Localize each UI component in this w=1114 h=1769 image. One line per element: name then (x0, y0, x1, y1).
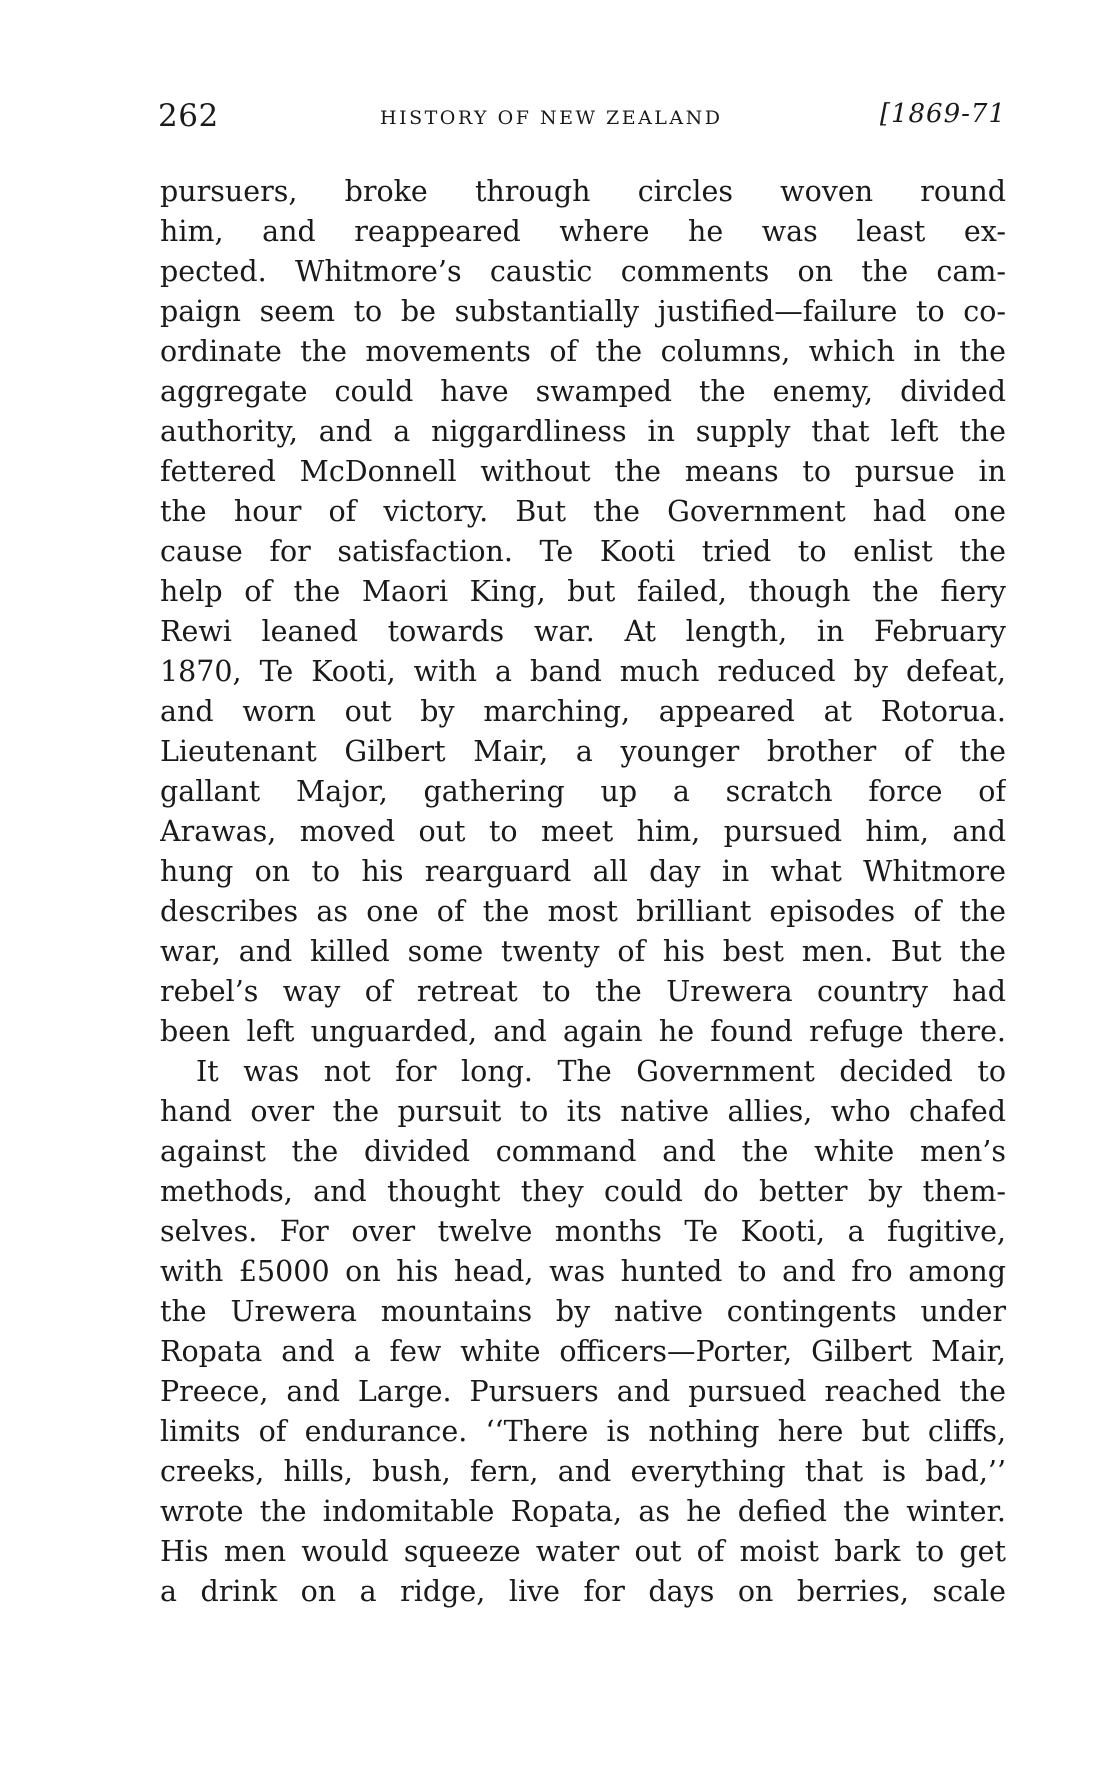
text-line: war, and killed some twenty of his best men. But the (160, 935, 1006, 968)
text-line: 1870, Te Kooti, with a band much reduced by defeat, (160, 655, 1006, 688)
text-line: hung on to his rearguard all day in what Whitmore (160, 855, 1006, 888)
text-line: and worn out by marching, appeared at Rotorua. (160, 695, 1006, 728)
paragraph-first-line: It was not for long. The Government decided to (196, 1055, 1006, 1088)
text-line: Arawas, moved out to meet him, pursued him, and (160, 815, 1006, 848)
text-line: His men would squeeze water out of moist bark to get (160, 1535, 1006, 1568)
text-line: paign seem to be substantially justified—failure to co- (160, 295, 1006, 328)
running-head (158, 98, 1006, 138)
text-line: pursuers, broke through circles woven round (160, 175, 1006, 208)
text-line: with £5000 on his head, was hunted to and fro among (160, 1255, 1006, 1288)
text-line: fettered McDonnell without the means to pursue in (160, 455, 1006, 488)
text-line: him, and reappeared where he was least ex- (160, 215, 1006, 248)
text-line: gallant Major, gathering up a scratch force of (160, 775, 1006, 808)
text-line: Rewi leaned towards war. At length, in February (160, 615, 1006, 648)
text-line: Lieutenant Gilbert Mair, a younger brother of the (160, 735, 1006, 768)
running-title: HISTORY OF NEW ZEALAND (380, 107, 723, 129)
text-line: limits of endurance. ‘‘There is nothing here but cliffs, (160, 1415, 1006, 1448)
text-line: against the divided command and the white men’s (160, 1135, 1006, 1168)
text-line: authority, and a niggardliness in supply that left the (160, 415, 1006, 448)
running-date: [1869-71 (879, 99, 1006, 129)
text-line: selves. For over twelve months Te Kooti, a fugitive, (160, 1215, 1006, 1248)
text-line: Ropata and a few white officers—Porter, Gilbert Mair, (160, 1335, 1006, 1368)
text-line: methods, and thought they could do better by them- (160, 1175, 1006, 1208)
text-line: cause for satisfaction. Te Kooti tried to enlist the (160, 535, 1006, 568)
text-line: hand over the pursuit to its native allies, who chafed (160, 1095, 1006, 1128)
page-number: 262 (158, 98, 219, 134)
text-line: creeks, hills, bush, fern, and everything that is bad,’’ (160, 1455, 1006, 1488)
text-line: the Urewera mountains by native contingents under (160, 1295, 1006, 1328)
text-line: rebel’s way of retreat to the Urewera country had (160, 975, 1006, 1008)
text-line: wrote the indomitable Ropata, as he defied the winter. (160, 1495, 1006, 1528)
text-line: help of the Maori King, but failed, though the fiery (160, 575, 1006, 608)
text-line: describes as one of the most brilliant episodes of the (160, 895, 1006, 928)
text-line: been left unguarded, and again he found refuge there. (160, 1015, 1006, 1048)
text-line: ordinate the movements of the columns, which in the (160, 335, 1006, 368)
text-line: a drink on a ridge, live for days on berries, scale (160, 1575, 1006, 1608)
text-line: pected. Whitmore’s caustic comments on the cam- (160, 255, 1006, 288)
text-line: aggregate could have swamped the enemy, divided (160, 375, 1006, 408)
text-line: Preece, and Large. Pursuers and pursued reached the (160, 1375, 1006, 1408)
body-text (160, 172, 1006, 1612)
text-line: the hour of victory. But the Government had one (160, 495, 1006, 528)
